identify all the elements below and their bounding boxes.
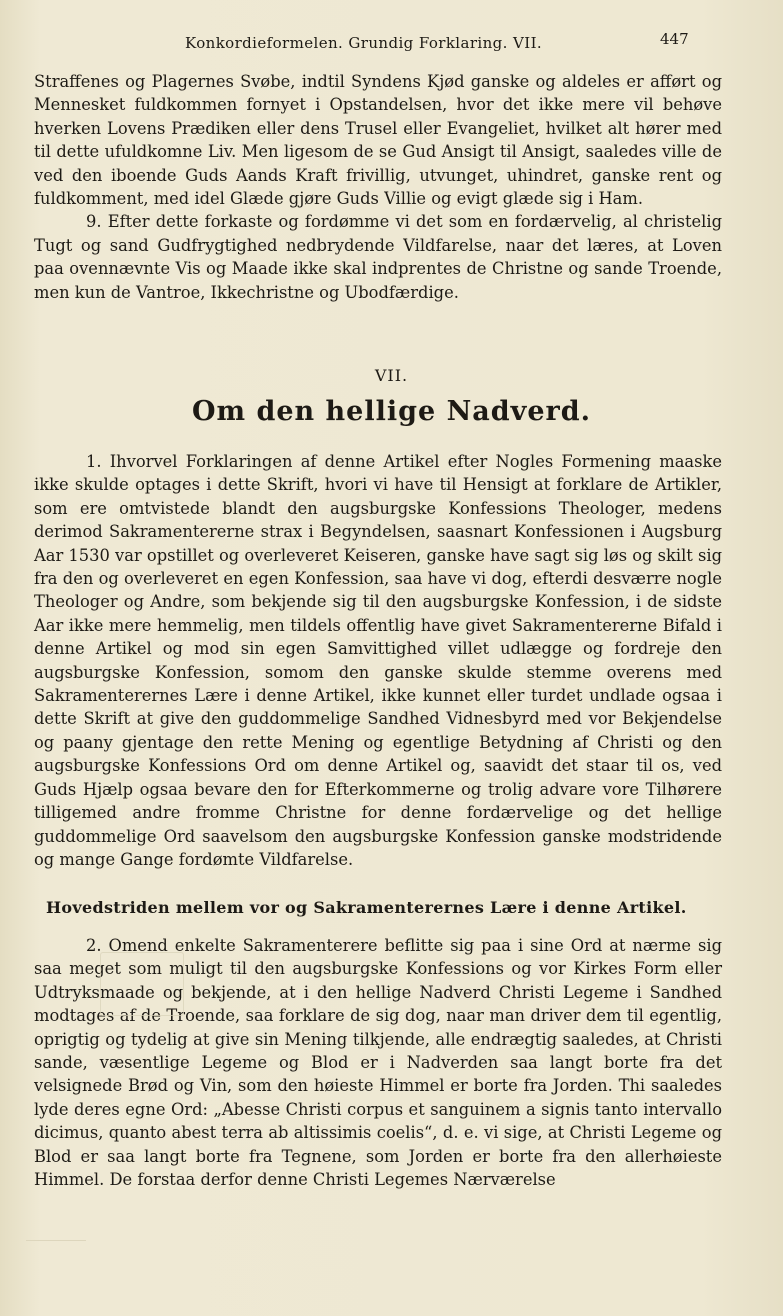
section-number: VII. (374, 366, 409, 385)
page-number: 447 (660, 30, 689, 48)
faint-stamp-mark (100, 952, 184, 1016)
paragraph-2-text: 2. Omend enkelte Sakramenterere beflitte sig paa i sine Ord at nærme sig saa meget som muligt til den augsburgske Konfessions og vor Kirkes Form eller Udtryksmaade og bekjende, at i den hellige Nadverd Christi Legeme i Sandhed modtages af de Troende, saa forklare de sig dog, naar man driver dem til egentlig, oprigtig og tydelig at give sin Mening tilkjende, alle endrægtig saaledes, at Christi sande, væsentlige Legeme og Blod er i Nadverden saa langt borte fra det velsignede Brød og Vin, som den høieste Himmel er borte fra Jorden. Thi saaledes lyde deres egne Ord: (34, 936, 722, 1119)
margin-mark (26, 1240, 86, 1281)
paragraph-9: 9. Efter dette forkaste og fordømme vi det som en fordærvelig, al christelig Tugt og sand Gudfrygtighed nedbrydende Vildfarelse, naar det læres, at Loven paa ovennævnte Vis og Maade ikke skal indprentes de Christne og sande Troende, men kun de Vantroe, Ikkechristne og Ubodfærdige. (34, 212, 722, 302)
subheading: Hovedstriden mellem vor og Sakramenterernes Lære i denne Artikel. (46, 898, 687, 917)
section-title: Om den hellige Nadverd. (191, 396, 592, 427)
running-header: Konkordieformelen. Grundig Forklaring. VII. (185, 34, 543, 52)
paragraph-continuation: Straffenes og Plagernes Svøbe, indtil Syndens Kjød ganske og aldeles er afført og Mennesket fuldkommen fornyet i Opstandelsen, hvor det ikke mere vil behøve hverken Lovens Prædiken eller dens Trusel eller Evangeliet, hvilket alt hører med til dette ufuldkomne Liv. Men ligesom de se Gud Ansigt til Ansigt, saaledes ville de ved den iboende Guds Aands Kraft frivillig, utvunget, uhindret, ganske rent og fuldkomment, med idel Glæde gjøre Guds Villie og evigt glæde sig i Ham. (34, 72, 722, 209)
paragraph-1: 1. Ihvorvel Forklaringen af denne Artikel efter Nogles Formening maaske ikke skulde optages i dette Skrift, hvori vi have til Hensigt at forklare de Artikler, som ere omtvistede blandt den augsburgske Konfessions Theologer, medens derimod Sakramentererne strax i Begyndelsen, saasnart Konfessionen i Augsburg Aar 1530 var opstillet og overleveret Keiseren, ganske have sagt sig løs og skilt sig fra den og overleveret en egen Konfession, saa have vi dog, efterdi desværre nogle Theologer og Andre, som bekjende sig til den augsburgske Konfession, i de sidste Aar ikke mere hemmelig, men tildels offentlig have givet Sakramentererne Bifald i denne Artikel og mod sin egen Samvittighed villet udlægge og fordreje den augsburgske Konfession, somom den ganske skulde stemme overens med Sakramenterernes Lære i denne Artikel, ikke kunnet eller turdet undlade ogsaa i dette Skrift at give den guddommelige Sandhed Vidnesbyrd med vor Bekjendelse og paany gjentage den rette Mening og egentlige Betydning af Christi og den augsburgske Konfessions Ord om denne Artikel og, saavidt det staar til os, ved Guds Hjælp ogsaa bevare den for Efterkommerne og trolig advare vore Tilhørere tilligemed andre fromme Christne for denne fordærvelige og det hellige guddommelige Ord saavelsom den augsburgske Konfession ganske modstridende og mange Gange fordømte Vildfarelse. (34, 452, 722, 869)
latin-quote: „Abesse Christi corpus et sanguinem a signis tanto intervallo dicimus, quanto abest terra ab altissimis coelis“ (34, 1099, 723, 1143)
paragraph-2-continuation: , d. e. vi sige, at Christi Legeme og Blod er saa langt borte fra Tegnene, som Jorden er borte fra den allerhøieste Himmel. De forstaa derfor denne Christi Legemes Nærværelse (34, 1123, 722, 1190)
mid-text-block (34, 450, 722, 871)
top-text-block (34, 70, 722, 304)
